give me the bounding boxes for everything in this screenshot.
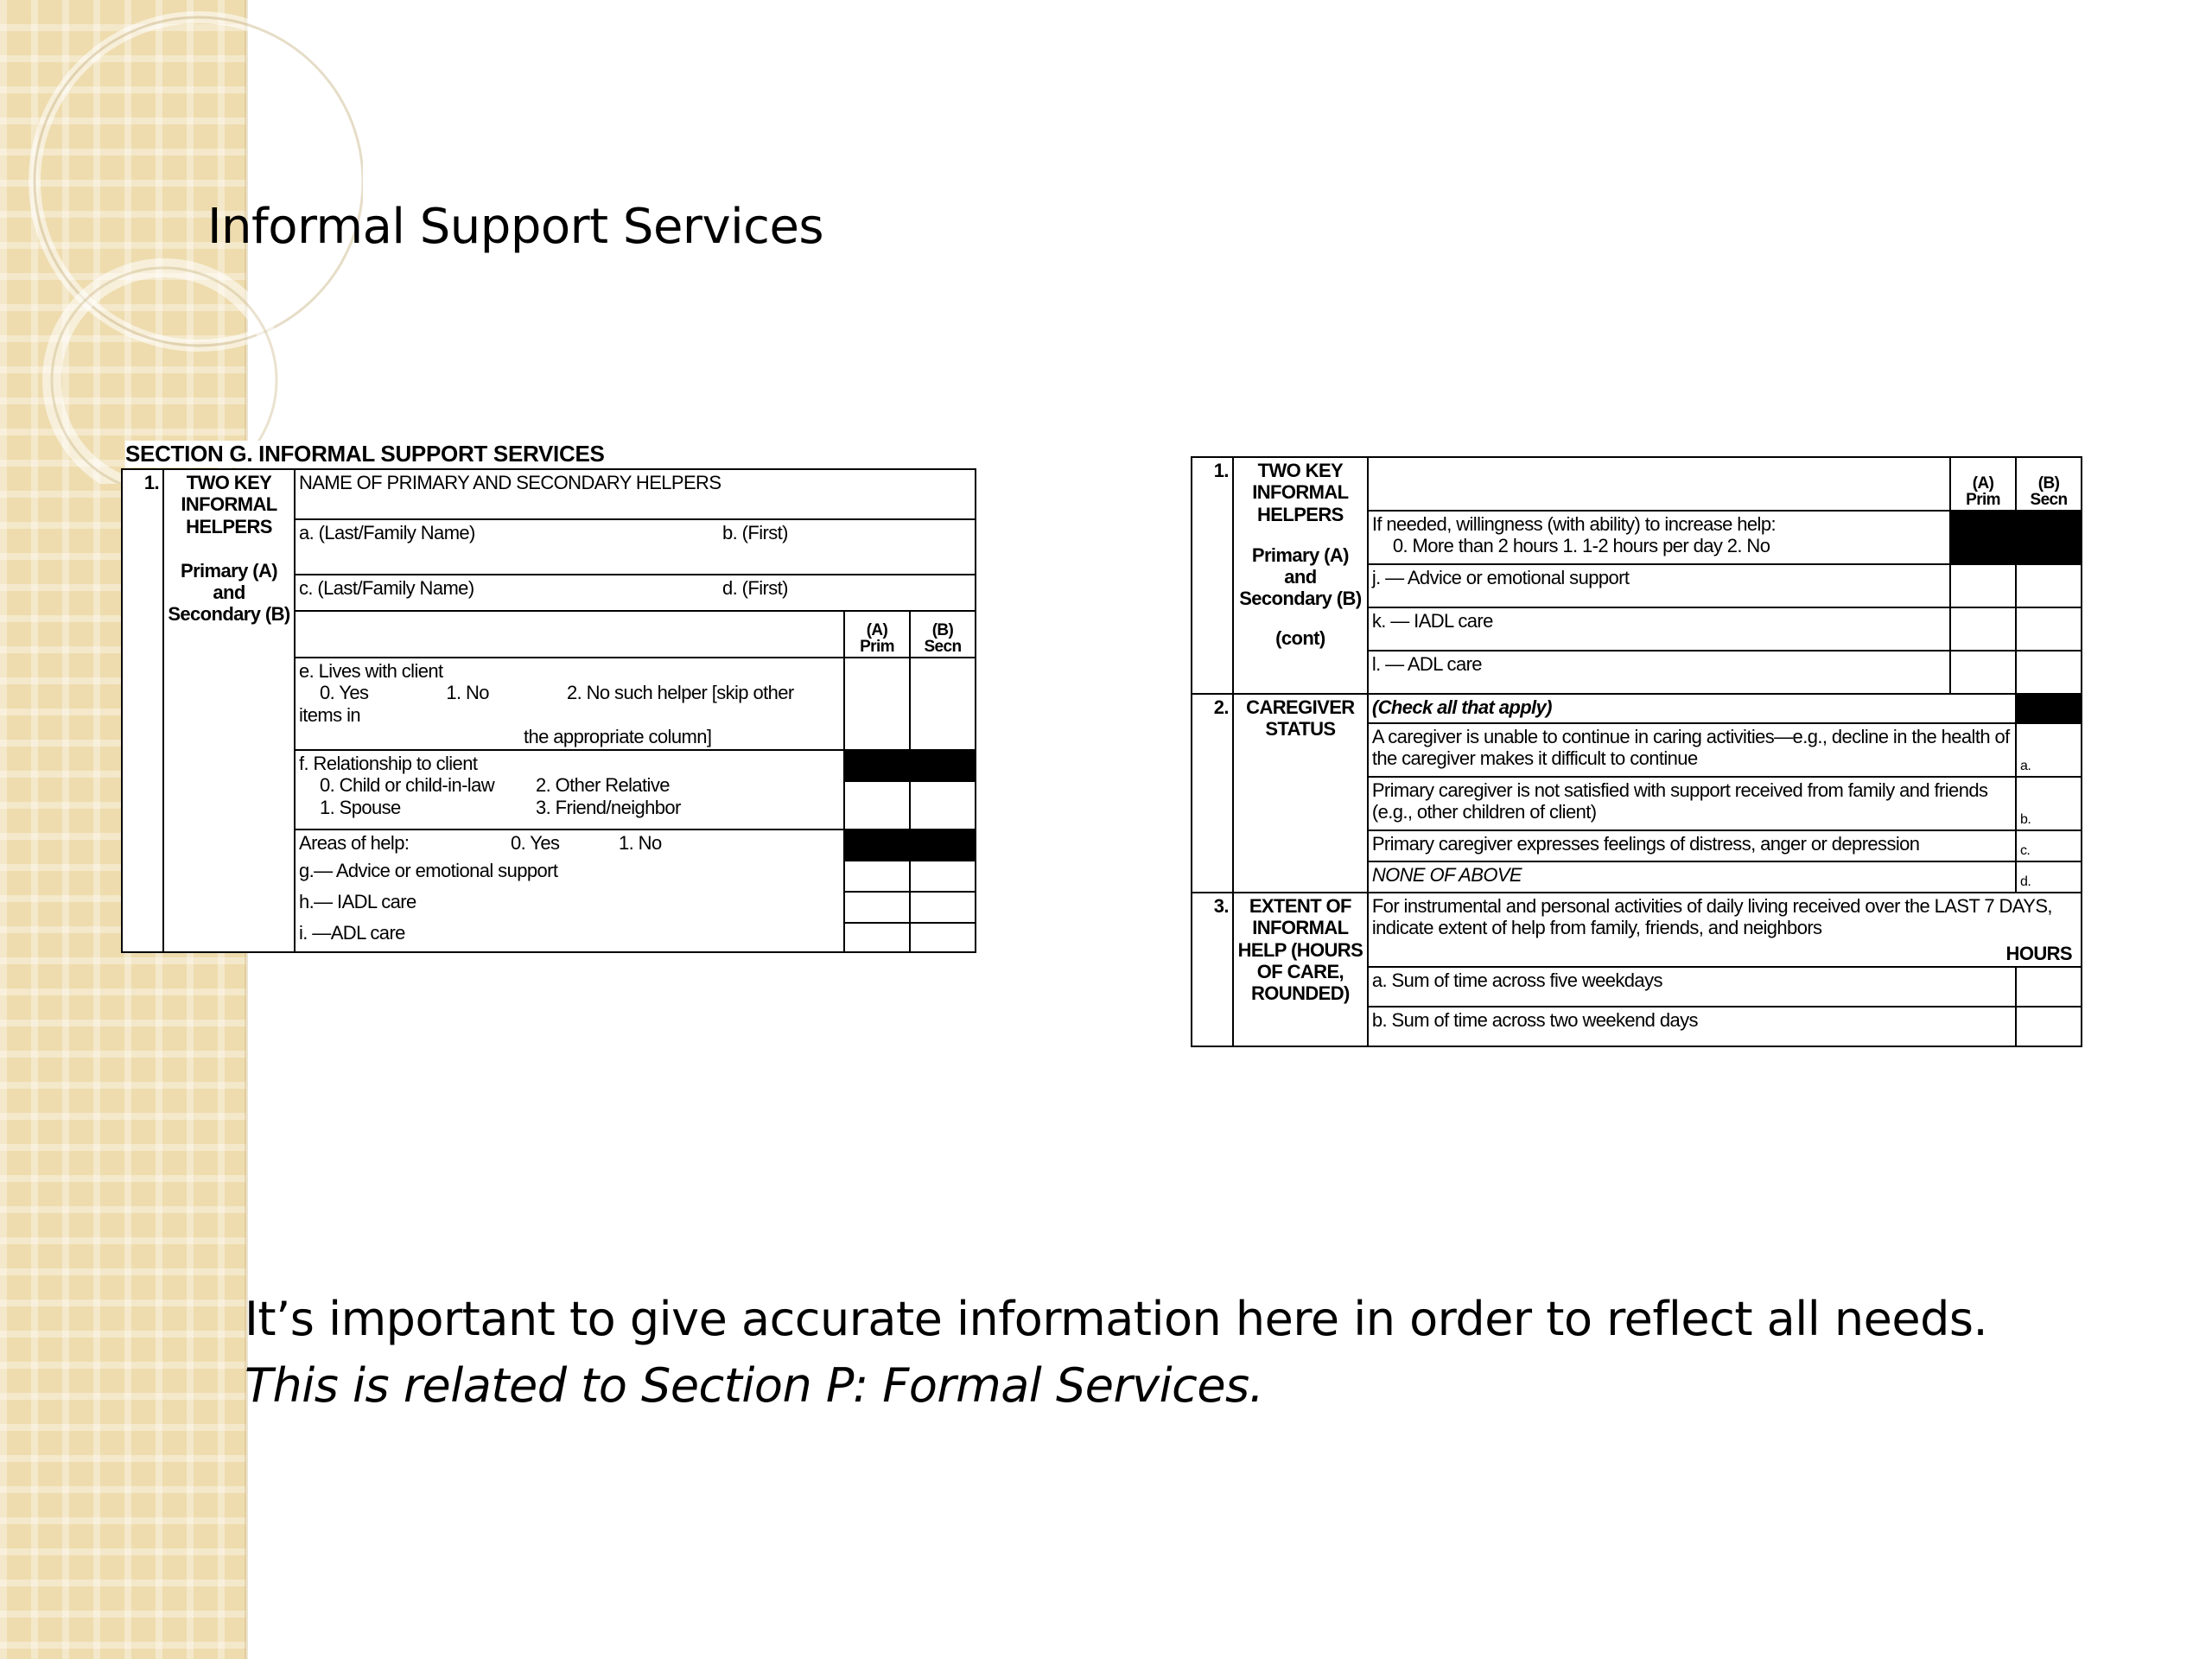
areas-opt0: 0. Yes: [511, 832, 560, 855]
h-col-b-box[interactable]: [911, 893, 975, 924]
ext-a-row: a. Sum of time across five weekdays: [1368, 967, 2016, 1007]
cg-a-checkbox[interactable]: [2016, 723, 2082, 777]
cg-b-checkbox[interactable]: [2016, 777, 2082, 830]
cg-c-text: Primary caregiver expresses feelings of distress, anger or depression: [1368, 830, 2016, 861]
willingness-to-increase: [1368, 511, 1950, 564]
ext-b-hours-box[interactable]: [2016, 1007, 2082, 1046]
name-a-b-field[interactable]: [295, 519, 976, 575]
column-header-blank: [295, 611, 844, 658]
slide-note-line1: It’s important to give accurate information here in order to reflect all needs.: [245, 1292, 1988, 1346]
f-col-a-box[interactable]: [844, 781, 910, 830]
e-col-a-box[interactable]: [844, 658, 910, 750]
k-col-b-box[interactable]: [2016, 607, 2082, 651]
r-item2-label: CAREGIVER STATUS: [1233, 694, 1368, 893]
extent-text-cell: [1368, 893, 2082, 967]
item-label-cell: [163, 469, 295, 952]
form-left-table: [121, 468, 976, 953]
j-col-b-box[interactable]: [2016, 564, 2082, 607]
item-label: TWO KEY INFORMAL HELPERS: [181, 472, 277, 537]
h-col-a-box[interactable]: [845, 893, 909, 924]
cg-d-checkbox[interactable]: [2016, 861, 2082, 893]
r-item1-label: TWO KEY INFORMAL HELPERS: [1252, 460, 1349, 525]
willing-opts: 0. More than 2 hours 1. 1-2 hours per day 2. No: [1392, 535, 1770, 557]
areas-row: [296, 830, 843, 858]
f-shaded-a: [844, 750, 910, 781]
r-item3-number: 3.: [1192, 893, 1233, 1046]
willing-label: If needed, willingness (with ability) to increase help:: [1371, 513, 1776, 535]
r-item2-number: 2.: [1192, 694, 1233, 893]
j-col-a-box[interactable]: [1950, 564, 2016, 607]
h-row: h.— IADL care: [299, 891, 416, 913]
r-col-a-header: (A) Prim: [1950, 457, 2016, 511]
hours-label: HOURS: [2005, 942, 2072, 964]
cg-shaded: [2016, 694, 2082, 723]
first-name-b-label: b. (First): [722, 522, 788, 543]
areas-shaded-a: [845, 830, 909, 861]
cg-d-text: NONE OF ABOVE: [1368, 861, 2016, 893]
g-row: g.— Advice or emotional support: [299, 860, 558, 882]
e-opt0: 0. Yes: [320, 682, 369, 704]
col-a-header: (A) Prim: [844, 611, 910, 658]
areas-col-a: [844, 830, 910, 952]
f-opt0: 0. Child or child-in-law: [320, 774, 495, 797]
f-label: f. Relationship to client: [299, 753, 478, 775]
cg-b-text: Primary caregiver is not satisfied with support received from family and friends (e.g., other children of client): [1368, 777, 2016, 830]
names-header: NAME OF PRIMARY AND SECONDARY HELPERS: [295, 469, 976, 519]
k-row: k. — IADL care: [1368, 607, 1950, 651]
item-sub: Primary (A) and Secondary (B): [168, 559, 290, 626]
last-name-a-label: a. (Last/Family Name): [299, 522, 475, 543]
l-col-a-box[interactable]: [1950, 651, 2016, 694]
form-right-table: [1191, 456, 2082, 1047]
form-left: [121, 468, 976, 953]
cg-b-letter: b.: [2020, 811, 2031, 827]
slide-note-line2: This is related to Section P: Formal Services.: [245, 1358, 1264, 1413]
k-col-a-box[interactable]: [1950, 607, 2016, 651]
r-item1-number: 1.: [1192, 457, 1233, 694]
name-c-d-field[interactable]: [295, 575, 976, 611]
i-col-b-box[interactable]: [911, 924, 975, 951]
cg-a-text: A caregiver is unable to continue in caring activities—e.g., decline in the health of the caregiver makes it difficult to continue: [1368, 723, 2016, 777]
slide-title: Informal Support Services: [207, 199, 824, 255]
i-row: i. —ADL care: [299, 922, 405, 944]
r-item3-label: EXTENT OF INFORMAL HELP (HOURS OF CARE, ROUNDED): [1233, 893, 1368, 1046]
i-col-a-box[interactable]: [845, 924, 909, 951]
check-all-apply: (Check all that apply): [1368, 694, 2016, 723]
cg-c-checkbox[interactable]: [2016, 830, 2082, 861]
e-opt2b: the appropriate column]: [524, 725, 712, 747]
e-opt1: 1. No: [446, 682, 489, 704]
g-col-a-box[interactable]: [845, 861, 909, 893]
col-b-header: (B) Secn: [910, 611, 976, 658]
last-name-c-label: c. (Last/Family Name): [299, 577, 474, 599]
e-col-b-box[interactable]: [910, 658, 976, 750]
areas-opt1: 1. No: [619, 832, 662, 855]
f-shaded-b: [910, 750, 976, 781]
e-opt2a: 2. No such helper [skip other items in: [299, 682, 794, 726]
cg-c-letter: c.: [2020, 842, 2031, 858]
r-item1-cont: (cont): [1275, 626, 1325, 649]
f-col-b-box[interactable]: [910, 781, 976, 830]
f-opt1: 1. Spouse: [320, 796, 401, 818]
willing-shaded-b: [2016, 511, 2082, 564]
areas-shaded-b: [911, 830, 975, 861]
section-g-title: SECTION G. INFORMAL SUPPORT SERVICES: [125, 441, 605, 467]
areas-col-b: [910, 830, 976, 952]
g-col-b-box[interactable]: [911, 861, 975, 893]
r-item1-sub: Primary (A) and Secondary (B): [1239, 543, 1362, 610]
willing-shaded-a: [1950, 511, 2016, 564]
l-row: l. — ADL care: [1368, 651, 1950, 694]
areas-label: Areas of help:: [299, 832, 410, 855]
cg-d-letter: d.: [2020, 874, 2031, 889]
r-col-header-blank: [1368, 457, 1950, 511]
extent-text: For instrumental and personal activities of daily living received over the LAST 7 DAYS, indicate extent of help from family, friends, and neighbors: [1371, 895, 2052, 939]
f-opt3: 3. Friend/neighbor: [536, 796, 681, 818]
l-col-b-box[interactable]: [2016, 651, 2082, 694]
relationship-to-client: [295, 750, 844, 830]
first-name-d-label: d. (First): [722, 577, 788, 599]
item-number: 1.: [122, 469, 163, 952]
form-right: [1191, 456, 2082, 1047]
f-opt2: 2. Other Relative: [536, 774, 670, 797]
ext-b-row: b. Sum of time across two weekend days: [1368, 1007, 2016, 1046]
j-row: j. — Advice or emotional support: [1368, 564, 1950, 607]
cg-a-letter: a.: [2020, 758, 2031, 773]
r-item1-label-cell: [1233, 457, 1368, 694]
e-label: e. Lives with client: [299, 660, 443, 682]
r-col-b-header: (B) Secn: [2016, 457, 2082, 511]
areas-of-help: [295, 830, 844, 952]
ext-a-hours-box[interactable]: [2016, 967, 2082, 1007]
lives-with-client: [295, 658, 844, 750]
